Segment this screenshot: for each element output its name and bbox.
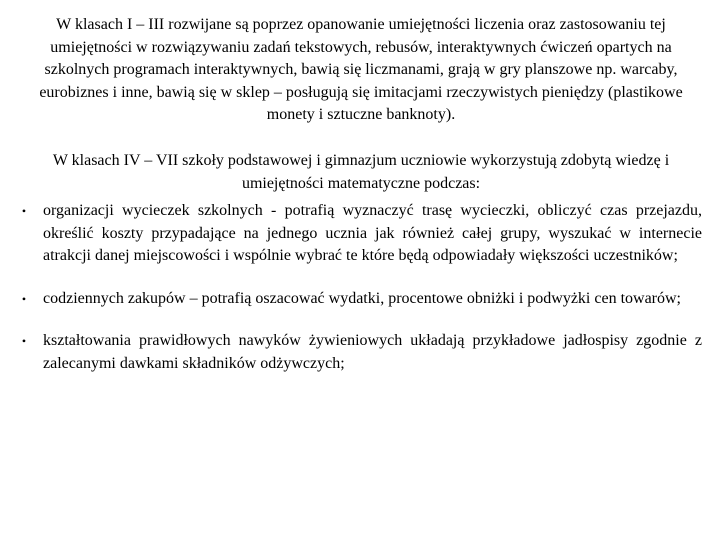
list-item bbox=[18, 288, 702, 311]
list-item bbox=[18, 330, 702, 375]
list-item-text: organizacji wycieczek szkolnych - potrafią wyznaczyć trasę wycieczki, obliczyć czas przejazdu, określić koszty przypadające na jednego ucznia jak również całej grupy, wyszukać w internecie atrakcji danej miejscowości i wspólnie wybrać te które będą odpowiadały większości uczestników; bbox=[43, 202, 702, 264]
bullet-icon: • bbox=[21, 334, 27, 348]
intro-paragraph-grades-4-7: W klasach IV – VII szkoły podstawowej i gimnazjum uczniowie wykorzystują zdobytą wiedzę i umiejętności matematyczne podczas: bbox=[52, 152, 670, 192]
list-item-text: codziennych zakupów – potrafią oszacować wydatki, procentowe obniżki i podwyżki cen towarów; bbox=[43, 289, 681, 307]
bullet-icon: • bbox=[21, 204, 27, 218]
bullet-icon: • bbox=[21, 291, 27, 306]
list-item-text: kształtowania prawidłowych nawyków żywieniowych układają przykładowe jadłospisy zgodnie z zalecanymi dawkami składników odżywczych; bbox=[43, 332, 702, 372]
intro-paragraph-grades-1-3: W klasach I – III rozwijane są poprzez opanowanie umiejętności liczenia oraz zastosowaniu tej umiejętności w rozwiązywaniu zadań tekstowych, rebusów, interaktywnych ćwiczeń opartych na szkolnych programach interaktywnych, bawią się liczmanami, grają w gry planszowe np. warcaby, eurobiznes i inne, bawią się w sklep – posługują się imitacjami rzeczywistych pieniędzy (plastikowe monety i sztuczne banknoty). bbox=[39, 16, 683, 123]
list-item bbox=[18, 200, 702, 268]
bullet-list bbox=[18, 200, 702, 375]
